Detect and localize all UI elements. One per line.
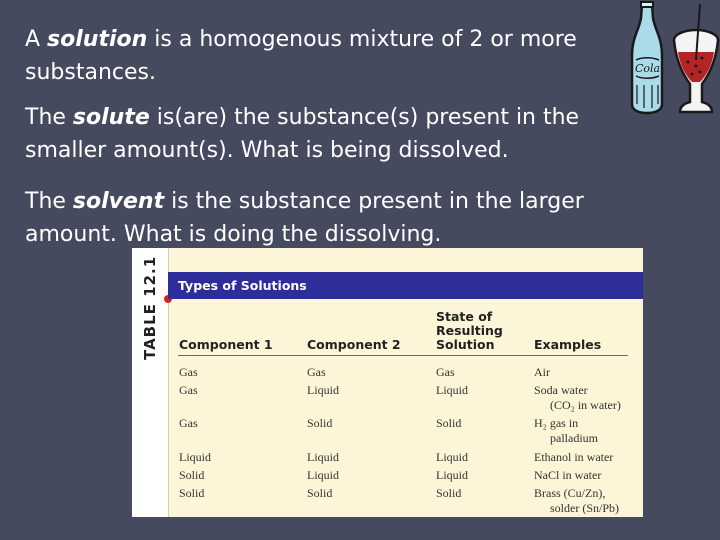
table-cell: Ethanol in water xyxy=(534,450,614,464)
table-cell: Gas xyxy=(179,383,198,397)
table-cell: palladium xyxy=(550,431,598,445)
table-cell: Liquid xyxy=(307,468,339,482)
table-cell: H₂ gas in xyxy=(534,416,579,430)
cola-bottle-and-glass-icon xyxy=(622,0,720,128)
term-solute: solute xyxy=(72,105,150,130)
table-cell: Gas xyxy=(307,365,326,379)
header-rule xyxy=(178,355,628,356)
table-cell: Soda water xyxy=(534,383,588,397)
table-cell: Liquid xyxy=(179,450,211,464)
table-cell: Liquid xyxy=(436,468,468,482)
table-cell: Solid xyxy=(436,486,462,500)
term-solvent: solvent xyxy=(72,189,165,214)
table-cell: Gas xyxy=(179,416,198,430)
table-cell: Liquid xyxy=(307,450,339,464)
table-cell: (CO₂ in water) xyxy=(550,398,621,412)
table-side-panel xyxy=(132,248,169,517)
header-state: State of Resulting Solution xyxy=(436,309,503,352)
table-cell: Liquid xyxy=(307,383,339,397)
header-component-2: Component 2 xyxy=(307,337,401,352)
header-component-1: Component 1 xyxy=(179,337,273,352)
solute-definition: The solute is(are) the substance(s) present in the smaller amount(s). What is being dissolved. xyxy=(25,105,580,163)
solvent-definition: The solvent is the substance present in the larger amount. What is doing the dissolving. xyxy=(25,189,584,247)
term-solution: solution xyxy=(47,27,148,52)
table-title: Types of Solutions xyxy=(168,272,643,299)
table-cell: Brass (Cu/Zn), xyxy=(534,486,606,500)
table-cell: Liquid xyxy=(436,450,468,464)
table-cell: Solid xyxy=(179,486,205,500)
table-cell: Solid xyxy=(179,468,205,482)
solution-definition: A solution is a homogenous mixture of 2 or more substances. xyxy=(25,27,577,85)
header-examples: Examples xyxy=(534,337,602,352)
table-cell: Solid xyxy=(307,416,333,430)
table-cell: solder (Sn/Pb) xyxy=(550,501,619,515)
table-cell: Solid xyxy=(307,486,333,500)
table-cell: Air xyxy=(534,365,550,379)
types-of-solutions-table xyxy=(132,248,643,517)
table-cell: Gas xyxy=(179,365,198,379)
table-cell: NaCl in water xyxy=(534,468,602,482)
svg-text:Cola: Cola xyxy=(635,62,661,75)
table-cell: Liquid xyxy=(436,383,468,397)
table-number-label: TABLE 12.1 xyxy=(141,255,159,360)
table-cell: Gas xyxy=(436,365,455,379)
table-cell: Solid xyxy=(436,416,462,430)
